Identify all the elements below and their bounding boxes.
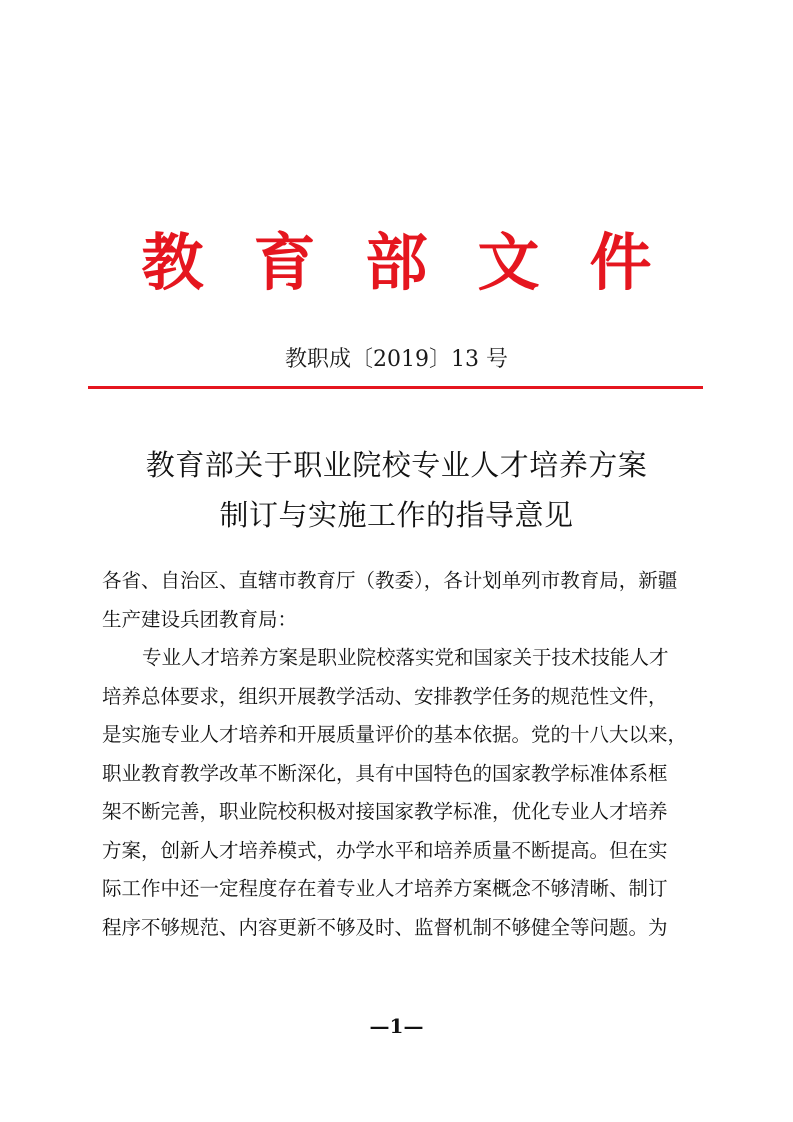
- body-line: 架不断完善，职业院校积极对接国家教学标准，优化专业人才培养: [102, 800, 668, 823]
- red-divider-line: [88, 386, 703, 389]
- body-line: 程序不够规范、内容更新不够及时、监督机制不够健全等问题。为: [102, 915, 668, 939]
- body-line: 生产建设兵团教育局：: [102, 607, 298, 631]
- body-text: [102, 562, 702, 947]
- body-line: 是实施专业人才培养和开展质量评价的基本依据。党的十八大以来，: [102, 723, 688, 746]
- masthead-char: 部: [365, 226, 428, 299]
- page-number: —1—: [369, 1014, 424, 1038]
- body-line: 际工作中还一定程度存在着专业人才培养方案概念不够清晰、制订: [102, 877, 668, 900]
- body-line: 职业教育教学改革不断深化，具有中国特色的国家教学标准体系框: [102, 761, 668, 785]
- document-number: 教职成〔2019〕13 号: [285, 347, 508, 372]
- masthead-char: 件: [589, 226, 652, 299]
- masthead-char: 教: [141, 226, 204, 299]
- document-title: [0, 440, 793, 540]
- body-line: 培养总体要求，组织开展教学活动、安排教学任务的规范性文件，: [102, 684, 668, 708]
- title-line-2: 制订与实施工作的指导意见: [219, 498, 574, 532]
- masthead-title: [0, 218, 793, 308]
- body-line: 专业人才培养方案是职业院校落实党和国家关于技术技能人才: [142, 646, 669, 669]
- title-line-1: 教育部关于职业院校专业人才培养方案: [145, 448, 648, 482]
- body-line: 方案，创新人才培养模式，办学水平和培养质量不断提高。但在实: [102, 838, 668, 862]
- masthead-char: 育: [253, 226, 316, 299]
- masthead-char: 文: [477, 226, 540, 299]
- body-line: 各省、自治区、直辖市教育厅（教委），各计划单列市教育局，新疆: [102, 569, 678, 592]
